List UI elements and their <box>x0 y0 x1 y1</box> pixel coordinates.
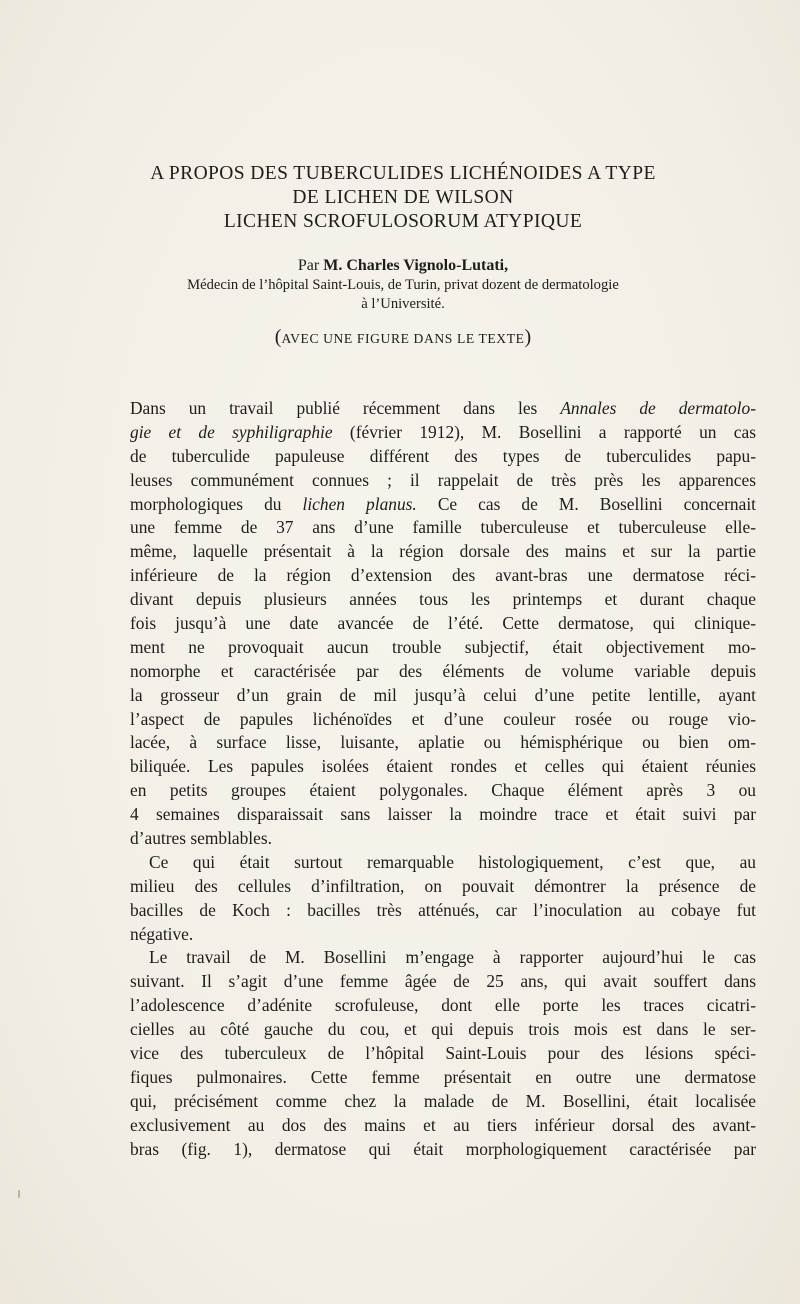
body-line <box>130 1138 756 1162</box>
article-title <box>130 162 676 234</box>
body-line-text: milieu des cellules d’infiltration, on pouvait démontrer la présence de <box>130 875 756 896</box>
author-affiliation-line-2: à l’Université. <box>361 296 445 312</box>
body-line-text: bras (fig. 1), dermatose qui était morphologiquement caractérisée par <box>130 1138 756 1159</box>
body-line <box>130 469 756 493</box>
author-line <box>130 256 676 276</box>
body-line <box>130 1114 756 1138</box>
body-line <box>130 923 756 947</box>
body-line <box>130 755 756 779</box>
body-line-text: biliquée. Les papules isolées étaient rondes et celles qui étaient réunies <box>130 756 756 777</box>
body-line-text: divant depuis plusieurs années tous les printemps et durant chaque <box>130 589 756 610</box>
body-line-text: Ce cas de M. Bosellini concernait <box>416 493 756 514</box>
body-line <box>130 612 756 636</box>
body-line <box>130 588 756 612</box>
body-line <box>130 731 756 755</box>
body-line <box>130 1042 756 1066</box>
body-line <box>130 827 756 851</box>
body-line <box>130 540 756 564</box>
body-line <box>130 493 756 517</box>
author-name: M. Charles Vignolo-Lutati, <box>323 257 509 274</box>
body-line-text: même, laquelle présentait à la région dorsale des mains et sur la partie <box>130 541 756 562</box>
body-line-text: qui, précisément comme chez la malade de M. Bosellini, était localisée <box>130 1090 756 1111</box>
body-line <box>130 445 756 469</box>
body-line-text: Dans un travail publié récemment dans les <box>130 398 561 418</box>
body-line <box>130 564 756 588</box>
body-line <box>130 803 756 827</box>
figure-note-close-paren: ) <box>524 326 532 348</box>
figure-note-text: AVEC UNE FIGURE DANS LE TEXTE <box>281 331 525 346</box>
body-line <box>130 397 756 421</box>
author-block <box>130 256 676 314</box>
body-line-text: Ce qui était surtout remarquable histologiquement, c’est que, au <box>149 851 756 872</box>
figure-note-open-paren: ( <box>274 326 282 348</box>
title-line-3: LICHEN SCROFULOSORUM ATYPIQUE <box>223 211 583 232</box>
body-line-text: fois jusqu’à une date avancée de l’été. Cette dermatose, qui clinique- <box>130 613 756 634</box>
title-line-2: DE LICHEN DE WILSON <box>292 187 514 208</box>
body-line-text: (février 1912), M. Bosellini a rapporté un cas <box>332 421 756 442</box>
body-line <box>130 1018 756 1042</box>
body-line-text: nomorphe et caractérisée par des éléments de volume variable depuis <box>130 660 756 681</box>
body-line-text: leuses communément connues ; il rappelait de très près les apparences <box>130 469 756 490</box>
title-line-1: A PROPOS DES TUBERCULIDES LICHÉNOIDES A TYPE <box>150 163 656 184</box>
body-line-text: fiques pulmonaires. Cette femme présentait en outre une dermatose <box>130 1066 756 1087</box>
body-text <box>130 397 756 1162</box>
body-line-text: suivant. Il s’agit d’une femme âgée de 25 ans, qui avait souffert dans <box>130 971 756 992</box>
body-line <box>130 708 756 732</box>
body-line-text: l’adolescence d’adénite scrofuleuse, dont elle porte les traces cicatri- <box>130 995 756 1016</box>
body-line-text: négative. <box>130 923 194 944</box>
body-line-text: morphologiques du <box>130 493 303 514</box>
body-line-text: vice des tuberculeux de l’hôpital Saint-Louis pour des lésions spéci- <box>130 1043 756 1064</box>
body-line <box>130 994 756 1018</box>
body-line <box>130 875 756 899</box>
body-line-text: l’aspect de papules lichénoïdes et d’une couleur rosée ou rouge vio- <box>130 708 756 729</box>
figure-note <box>130 326 676 350</box>
body-line-text: cielles au côté gauche du cou, et qui depuis trois mois est dans le ser- <box>130 1019 756 1040</box>
body-line-text: en petits groupes étaient polygonales. Chaque élément après 3 ou <box>130 780 756 801</box>
body-line-text: une femme de 37 ans d’une famille tuberculeuse et tuberculeuse elle- <box>130 517 756 538</box>
body-line-text: lacée, à surface lisse, luisante, aplatie ou hémisphérique ou bien om- <box>130 732 756 753</box>
body-line <box>130 636 756 660</box>
body-line-text: d’autres semblables. <box>130 828 272 849</box>
body-line <box>130 899 756 923</box>
body-line-italic: gie et de syphiligraphie <box>130 421 333 442</box>
body-line <box>130 660 756 684</box>
body-line-italic: lichen planus. <box>302 493 417 514</box>
body-line-text: inférieure de la région d’extension des avant-bras une dermatose réci- <box>130 565 756 586</box>
body-line <box>130 779 756 803</box>
body-line <box>130 1090 756 1114</box>
body-line <box>130 1066 756 1090</box>
body-line <box>130 516 756 540</box>
body-line <box>130 851 756 875</box>
body-line-text: bacilles de Koch : bacilles très atténués, car l’inoculation au cobaye fut <box>130 899 756 920</box>
body-line-italic: Annales de dermatolo- <box>560 398 756 418</box>
body-line-text: de tuberculide papuleuse différent des types de tuberculides papu- <box>130 445 756 466</box>
author-affiliation-line-1: Médecin de l’hôpital Saint-Louis, de Turin, privat dozent de dermatologie <box>187 277 619 293</box>
body-line <box>130 946 756 970</box>
body-line-text: Le travail de M. Bosellini m’engage à rapporter aujourd’hui le cas <box>149 947 756 968</box>
body-line-text: 4 semaines disparaissait sans laisser la moindre trace et était suivi par <box>130 804 756 825</box>
body-line-text: la grosseur d’un grain de mil jusqu’à celui d’une petite lentille, ayant <box>130 684 756 705</box>
author-prefix: Par <box>297 257 320 274</box>
body-line-text: exclusivement au dos des mains et au tiers inférieur dorsal des avant- <box>130 1114 756 1135</box>
body-line <box>130 421 756 445</box>
margin-mark <box>18 1190 20 1198</box>
body-line <box>130 970 756 994</box>
body-line-text: ment ne provoquait aucun trouble subjectif, était objectivement mo- <box>130 636 756 657</box>
body-line <box>130 684 756 708</box>
